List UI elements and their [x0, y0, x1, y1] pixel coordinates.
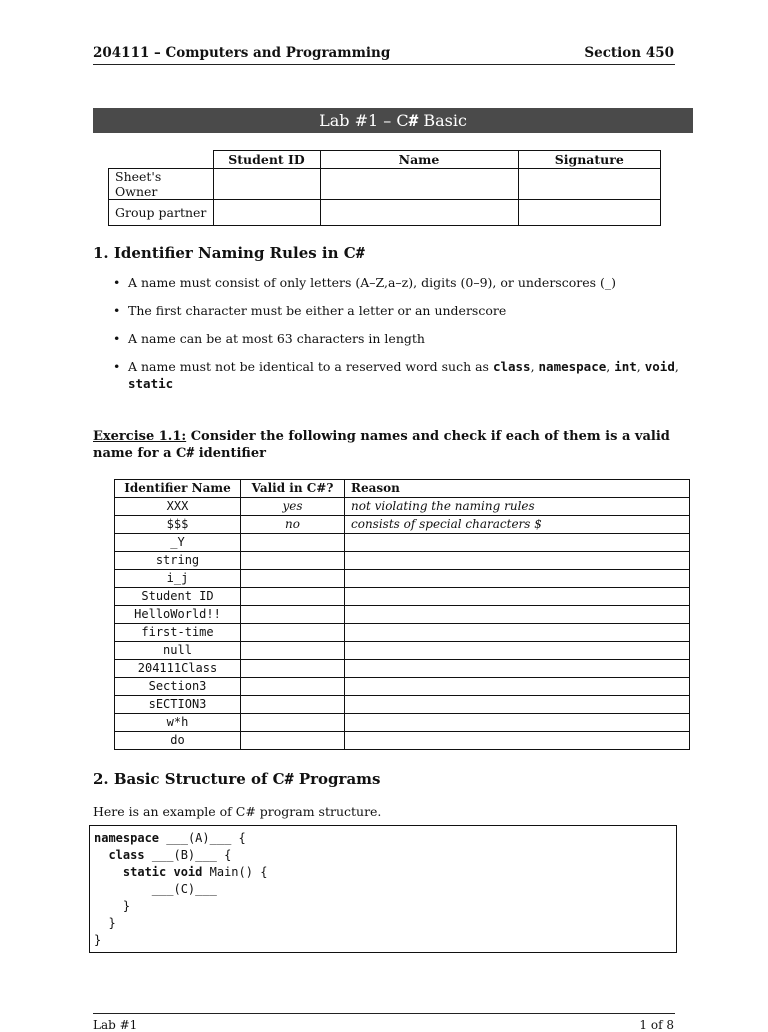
- reason-cell[interactable]: [345, 552, 690, 570]
- list-item: [113, 330, 683, 347]
- keyword-static: static: [128, 376, 174, 391]
- list-item: [113, 302, 683, 319]
- owner-table-header: [109, 151, 661, 169]
- identifier-cell: HelloWorld!!: [115, 606, 241, 624]
- reason-cell[interactable]: consists of special characters $: [345, 516, 690, 534]
- reason-cell[interactable]: [345, 534, 690, 552]
- bullet-dot: •: [113, 359, 121, 374]
- footer-divider: [93, 1013, 675, 1014]
- section1-heading: [93, 244, 365, 262]
- code-line: class ___(B)___ {: [108, 848, 232, 862]
- code-example-box: [89, 825, 677, 953]
- table-row: [115, 678, 690, 696]
- bullet-dot: •: [113, 303, 121, 318]
- identifier-cell: string: [115, 552, 241, 570]
- exercise-text-1: Consider the following names and check if each of them is a valid: [186, 429, 670, 444]
- section2-heading-text: 2. Basic Structure of C: [93, 770, 285, 788]
- lab-title-suffix: Basic: [418, 111, 467, 130]
- exercise-text-end: identifier: [194, 446, 266, 461]
- table-row: [115, 660, 690, 678]
- reason-cell[interactable]: not violating the naming rules: [345, 498, 690, 516]
- reason-cell[interactable]: [345, 660, 690, 678]
- partner-student-id-cell[interactable]: [213, 200, 320, 226]
- partner-name-cell[interactable]: [320, 200, 518, 226]
- code-blank-c: ___(C)___: [151, 882, 217, 896]
- valid-cell[interactable]: [241, 696, 345, 714]
- code-blank-a: ___(A)___: [166, 831, 232, 845]
- reason-cell[interactable]: [345, 642, 690, 660]
- code-line: }: [94, 899, 131, 913]
- list-item: [113, 274, 683, 291]
- table-row: [115, 498, 690, 516]
- identifier-cell: w*h: [115, 714, 241, 732]
- rule-text: A name must consist of only letters (A–Z,a–z), digits (0–9), or underscores (_): [128, 275, 617, 290]
- identifier-cell: XXX: [115, 498, 241, 516]
- partner-signature-cell[interactable]: [518, 200, 661, 226]
- reason-cell[interactable]: [345, 606, 690, 624]
- section2-heading-hash: #: [284, 770, 294, 788]
- valid-cell[interactable]: [241, 606, 345, 624]
- section-label: Section 450: [584, 45, 674, 61]
- course-title: 204111 – Computers and Programming: [93, 45, 391, 61]
- identifier-cell: $$$: [115, 516, 241, 534]
- code-keyword: static void: [122, 865, 203, 879]
- code-line: static void Main() {: [122, 865, 268, 879]
- table-row: [115, 552, 690, 570]
- col-reason: Reason: [345, 480, 690, 498]
- section1-heading-text: 1. Identifier Naming Rules in C: [93, 244, 356, 262]
- identifier-table-header: [115, 480, 690, 498]
- valid-cell[interactable]: [241, 588, 345, 606]
- identifier-cell: Student ID: [115, 588, 241, 606]
- reason-cell[interactable]: [345, 696, 690, 714]
- identifier-cell: i_j: [115, 570, 241, 588]
- header-divider: [93, 64, 675, 65]
- table-row: [115, 624, 690, 642]
- list-item: • A name must not be identical to a reserved word such as class, namespace, int, void, static: [113, 359, 679, 391]
- reason-cell[interactable]: [345, 678, 690, 696]
- owner-name-cell[interactable]: [320, 169, 518, 200]
- identifier-cell: do: [115, 732, 241, 750]
- reason-cell[interactable]: [345, 624, 690, 642]
- naming-rules-list: [113, 274, 683, 403]
- valid-cell[interactable]: [241, 642, 345, 660]
- code-line: namespace ___(A)___ {: [94, 831, 246, 845]
- owner-col-student-id: Student ID: [213, 151, 320, 169]
- valid-cell[interactable]: [241, 678, 345, 696]
- code-line: }: [94, 933, 102, 947]
- identifier-cell: 204111Class: [115, 660, 241, 678]
- bullet-dot: •: [113, 331, 121, 346]
- owner-row-label: Sheet's Owner: [109, 169, 214, 200]
- col-identifier-name: Identifier Name: [115, 480, 241, 498]
- table-row: [115, 714, 690, 732]
- lab-title-prefix: Lab #1 – C: [319, 111, 409, 130]
- keyword-class: class: [492, 359, 531, 374]
- keyword-namespace: namespace: [538, 359, 607, 374]
- bullet-dot: •: [113, 275, 121, 290]
- section2-intro: Here is an example of C# program structure.: [93, 804, 382, 819]
- col-valid: Valid in C#?: [241, 480, 345, 498]
- keyword-void: void: [644, 359, 675, 374]
- keyword-int: int: [614, 359, 637, 374]
- partner-row-label: Group partner: [109, 200, 214, 226]
- owner-table: [108, 150, 661, 226]
- rule-text: A name can be at most 63 characters in length: [128, 331, 425, 346]
- code-keyword: class: [108, 848, 145, 862]
- table-row: [115, 696, 690, 714]
- valid-cell[interactable]: [241, 534, 345, 552]
- code-blank-b: ___(B)___: [151, 848, 217, 862]
- valid-cell[interactable]: [241, 624, 345, 642]
- rule-text: The first character must be either a letter or an underscore: [128, 303, 507, 318]
- valid-cell[interactable]: [241, 660, 345, 678]
- identifier-cell: first-time: [115, 624, 241, 642]
- reason-cell[interactable]: [345, 732, 690, 750]
- code-line: }: [94, 916, 116, 930]
- owner-corner-cell: [109, 151, 214, 169]
- owner-col-name: Name: [320, 151, 518, 169]
- footer-lab-label: Lab #1: [93, 1018, 138, 1032]
- valid-cell[interactable]: [241, 714, 345, 732]
- reason-cell[interactable]: [345, 714, 690, 732]
- owner-row: [109, 169, 661, 200]
- owner-student-id-cell[interactable]: [213, 169, 320, 200]
- code-keyword: namespace: [94, 831, 160, 845]
- rule-text: A name must not be identical to a reserved word such as: [128, 359, 493, 374]
- exercise-prompt: [93, 428, 676, 462]
- valid-cell[interactable]: [241, 552, 345, 570]
- table-row: [115, 534, 690, 552]
- table-row: [115, 570, 690, 588]
- table-row: [115, 732, 690, 750]
- lab-title-bar: [93, 108, 693, 133]
- identifier-cell: null: [115, 642, 241, 660]
- lab-title-hash: #: [408, 111, 419, 130]
- exercise-text-2: name for a C: [93, 446, 187, 461]
- footer-page-number: 1 of 8: [639, 1018, 674, 1032]
- identifier-cell: Section3: [115, 678, 241, 696]
- valid-cell[interactable]: [241, 732, 345, 750]
- reason-cell[interactable]: [345, 588, 690, 606]
- identifier-cell: sECTION3: [115, 696, 241, 714]
- valid-cell[interactable]: yes: [241, 498, 345, 516]
- valid-cell[interactable]: no: [241, 516, 345, 534]
- section2-heading-end: Programs: [293, 770, 381, 788]
- partner-row: [109, 200, 661, 226]
- table-row: [115, 606, 690, 624]
- code-line: [94, 881, 672, 898]
- table-row: [115, 516, 690, 534]
- exercise-label: Exercise 1.1:: [93, 429, 187, 444]
- table-row: [115, 588, 690, 606]
- owner-col-signature: Signature: [518, 151, 661, 169]
- exercise-hash: #: [186, 446, 195, 461]
- identifier-cell: _Y: [115, 534, 241, 552]
- valid-cell[interactable]: [241, 570, 345, 588]
- table-row: [115, 642, 690, 660]
- identifier-table: [114, 479, 690, 750]
- section1-heading-hash: #: [355, 244, 365, 262]
- owner-signature-cell[interactable]: [518, 169, 661, 200]
- section2-heading: [93, 770, 380, 788]
- reason-cell[interactable]: [345, 570, 690, 588]
